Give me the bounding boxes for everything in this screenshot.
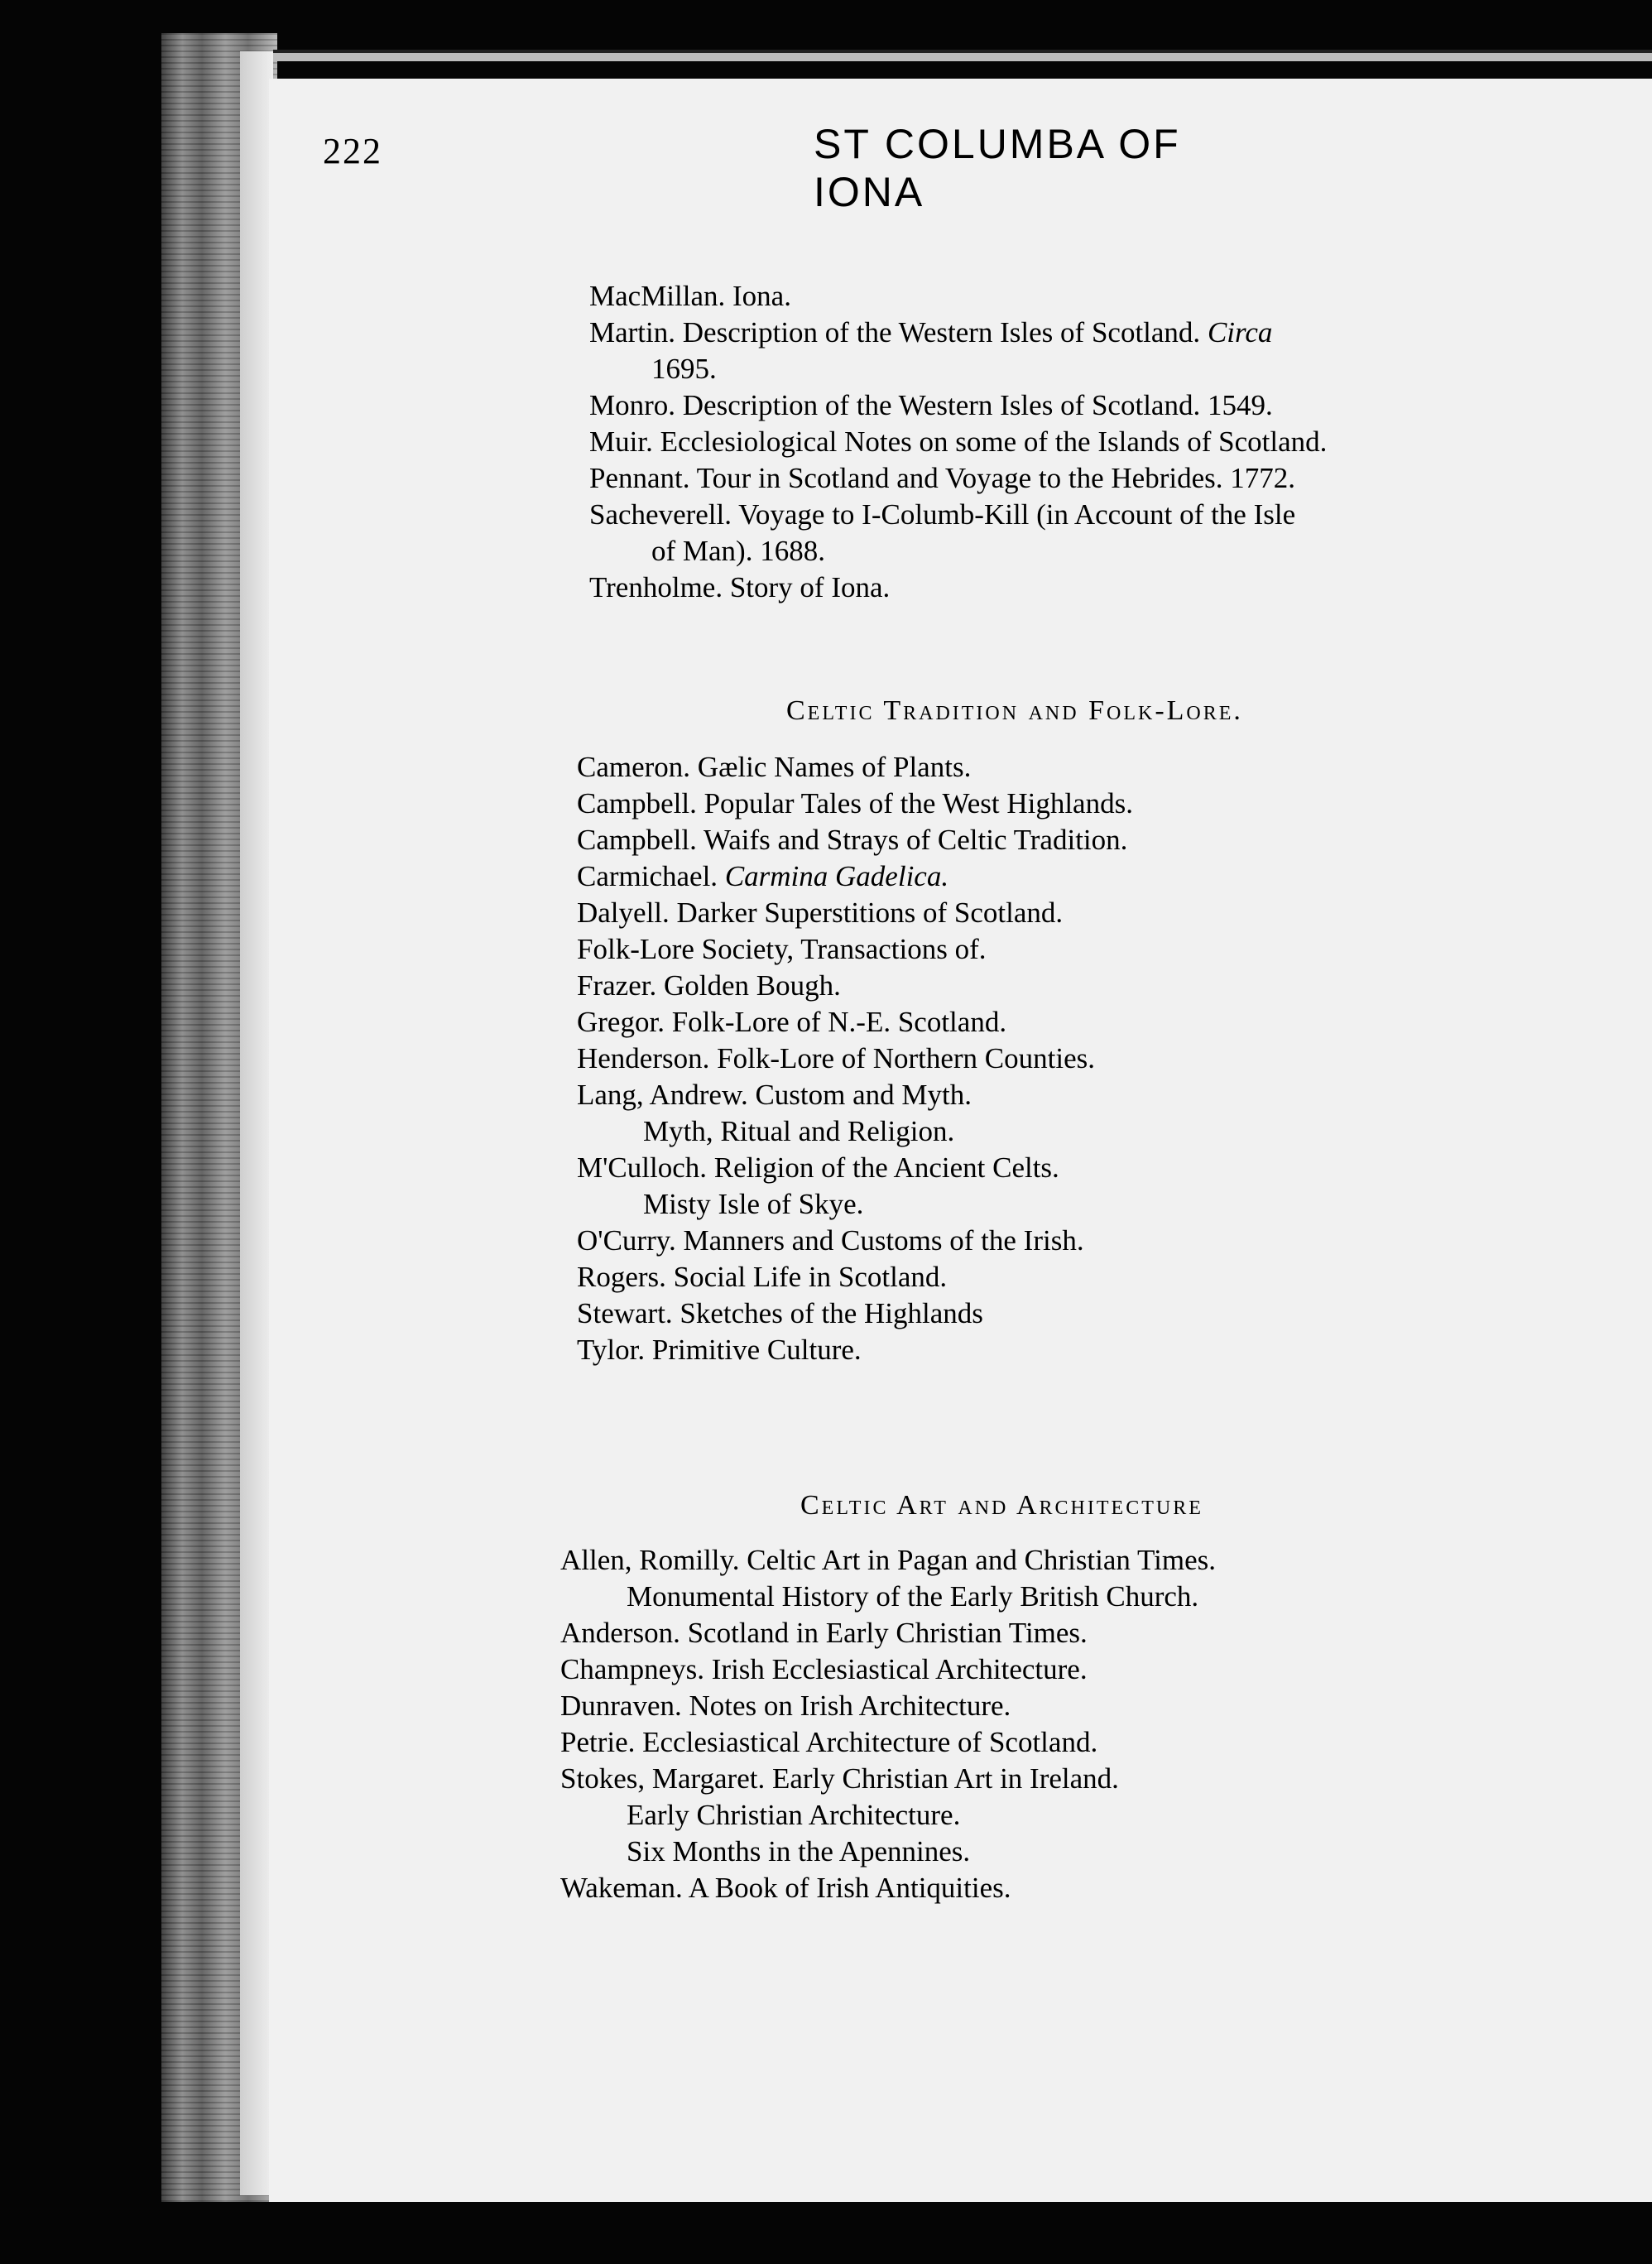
- bib-title: Primitive Culture.: [651, 1334, 862, 1366]
- bib-entry-sub: Myth, Ritual and Religion.: [643, 1115, 955, 1147]
- bib-title: Gælic Names of Plants.: [697, 751, 972, 783]
- bib-entry: [577, 1295, 1322, 1332]
- bib-author: Frazer.: [577, 969, 657, 1002]
- page-number: 222: [323, 131, 382, 171]
- bib-author: Campbell.: [577, 787, 697, 820]
- bib-title: Tour in Scotland and Voyage to the Hebrides. 1772.: [696, 462, 1296, 494]
- bib-author: MacMillan.: [589, 280, 726, 312]
- bib-entry-continuation: 1695.: [651, 353, 717, 385]
- bib-entry: [577, 822, 1322, 858]
- bib-entry: [577, 858, 1322, 895]
- bib-title: Ecclesiastical Architecture of Scotland.: [642, 1726, 1098, 1758]
- bib-entry-sub: Early Christian Architecture.: [627, 1799, 961, 1831]
- bib-author: Champneys.: [560, 1653, 705, 1685]
- bib-title: Manners and Customs of the Irish.: [683, 1224, 1084, 1257]
- bib-title: Darker Superstitions of Scotland.: [676, 896, 1064, 929]
- bib-entry: [560, 1870, 1479, 1906]
- page-edge: [240, 51, 273, 2195]
- bib-title: Scotland in Early Christian Times.: [687, 1617, 1088, 1649]
- bib-entry: [577, 968, 1322, 1004]
- bib-title: Popular Tales of the West Highlands.: [704, 787, 1133, 820]
- bib-entry-sub: Monumental History of the Early British Church.: [627, 1580, 1199, 1613]
- bib-author: Anderson.: [560, 1617, 680, 1649]
- bib-author: Martin.: [589, 316, 676, 348]
- bib-author: Pennant.: [589, 462, 690, 494]
- bib-author: Wakeman.: [560, 1872, 683, 1904]
- bib-author: Dalyell.: [577, 896, 670, 929]
- bib-author: Gregor.: [577, 1006, 665, 1038]
- bib-title: Folk-Lore of Northern Counties.: [717, 1042, 1095, 1074]
- bib-title: A Book of Irish Antiquities.: [688, 1872, 1011, 1904]
- bib-title: Irish Ecclesiastical Architecture.: [711, 1653, 1088, 1685]
- bib-author: Stewart.: [577, 1297, 673, 1329]
- bib-author: Lang, Andrew.: [577, 1079, 748, 1111]
- bib-author: Carmichael.: [577, 860, 718, 892]
- bib-title: Custom and Myth.: [755, 1079, 972, 1111]
- bib-title: Notes on Irish Architecture.: [689, 1690, 1011, 1722]
- bib-author: Henderson.: [577, 1042, 710, 1074]
- bib-title: Waifs and Strays of Celtic Tradition.: [703, 824, 1128, 856]
- bib-entry: [589, 497, 1570, 533]
- running-title: ST COLUMBA OF IONA: [814, 121, 1181, 215]
- bib-author: Muir.: [589, 425, 653, 458]
- bib-entry: [577, 1004, 1322, 1041]
- bib-entry: [577, 931, 1322, 968]
- bib-author: Sacheverell.: [589, 498, 732, 531]
- bib-author: Dunraven.: [560, 1690, 682, 1722]
- bib-entry-continuation: of Man). 1688.: [651, 535, 825, 567]
- bib-author: Allen, Romilly.: [560, 1544, 740, 1576]
- bib-entry: [589, 387, 1570, 424]
- bib-entry: [560, 1651, 1479, 1688]
- bib-title: Folk-Lore of N.-E. Scotland.: [671, 1006, 1007, 1038]
- bib-entry: [589, 424, 1570, 460]
- bib-entry: [560, 1542, 1479, 1579]
- bib-title: Iona.: [732, 280, 791, 312]
- section-heading-folklore: Celtic Tradition and Folk-Lore.: [786, 695, 1243, 726]
- bibliography-section-iona: [589, 278, 1570, 606]
- bib-author: Tylor.: [577, 1334, 646, 1366]
- bib-title: Description of the Western Isles of Scotland.: [682, 316, 1201, 348]
- bib-note: Circa: [1207, 316, 1273, 348]
- bib-entry: [577, 1332, 1322, 1368]
- bib-entry: [577, 1041, 1322, 1077]
- section-heading-art: Celtic Art and Architecture: [800, 1490, 1203, 1521]
- bib-entry: [560, 1724, 1479, 1761]
- bibliography-section-art: [560, 1542, 1479, 1906]
- bib-title: Description of the Western Isles of Scotland. 1549.: [682, 389, 1273, 421]
- bib-title: Religion of the Ancient Celts.: [713, 1151, 1059, 1184]
- bib-author: Monro.: [589, 389, 676, 421]
- bib-entry: [589, 460, 1570, 497]
- bib-author: Stokes, Margaret.: [560, 1762, 766, 1795]
- bib-title: Golden Bough.: [663, 969, 841, 1002]
- bib-title: Celtic Art in Pagan and Christian Times.: [747, 1544, 1217, 1576]
- bib-author: Trenholme.: [589, 571, 723, 603]
- bib-entry: [577, 749, 1322, 786]
- bib-title: Carmina Gadelica.: [724, 860, 949, 892]
- bib-title: Ecclesiological Notes on some of the Islands of Scotland.: [660, 425, 1328, 458]
- bib-entry: [577, 786, 1322, 822]
- bib-author: Cameron.: [577, 751, 691, 783]
- bib-author: O'Curry.: [577, 1224, 676, 1257]
- bib-entry: [560, 1688, 1479, 1724]
- bib-entry: [560, 1615, 1479, 1651]
- bib-author: Folk-Lore Society,: [577, 933, 795, 965]
- bib-entry-sub: Misty Isle of Skye.: [643, 1188, 864, 1220]
- bib-title: Transactions of.: [800, 933, 987, 965]
- bib-title: Sketches of the Highlands: [680, 1297, 983, 1329]
- bib-entry: [589, 278, 1570, 315]
- bib-author: Rogers.: [577, 1261, 666, 1293]
- bib-author: M'Culloch.: [577, 1151, 708, 1184]
- bib-entry: [577, 1150, 1322, 1186]
- bib-entry: [577, 1077, 1322, 1113]
- bib-author: Petrie.: [560, 1726, 636, 1758]
- bibliography-section-folklore: [577, 749, 1322, 1368]
- bib-entry: [589, 570, 1570, 606]
- page-top-edge: [273, 50, 1652, 61]
- bib-entry: [560, 1761, 1479, 1797]
- bib-title: Story of Iona.: [729, 571, 891, 603]
- bib-title: Early Christian Art in Ireland.: [771, 1762, 1119, 1795]
- bib-author: Campbell.: [577, 824, 697, 856]
- bib-entry: [577, 895, 1322, 931]
- bib-entry-sub: Six Months in the Apennines.: [627, 1835, 971, 1867]
- bib-title: Social Life in Scotland.: [673, 1261, 948, 1293]
- bib-entry: [577, 1223, 1322, 1259]
- bib-entry: [589, 315, 1570, 351]
- bib-title: Voyage to I-Columb-Kill (in Account of the Isle: [738, 498, 1296, 531]
- bib-entry: [577, 1259, 1322, 1295]
